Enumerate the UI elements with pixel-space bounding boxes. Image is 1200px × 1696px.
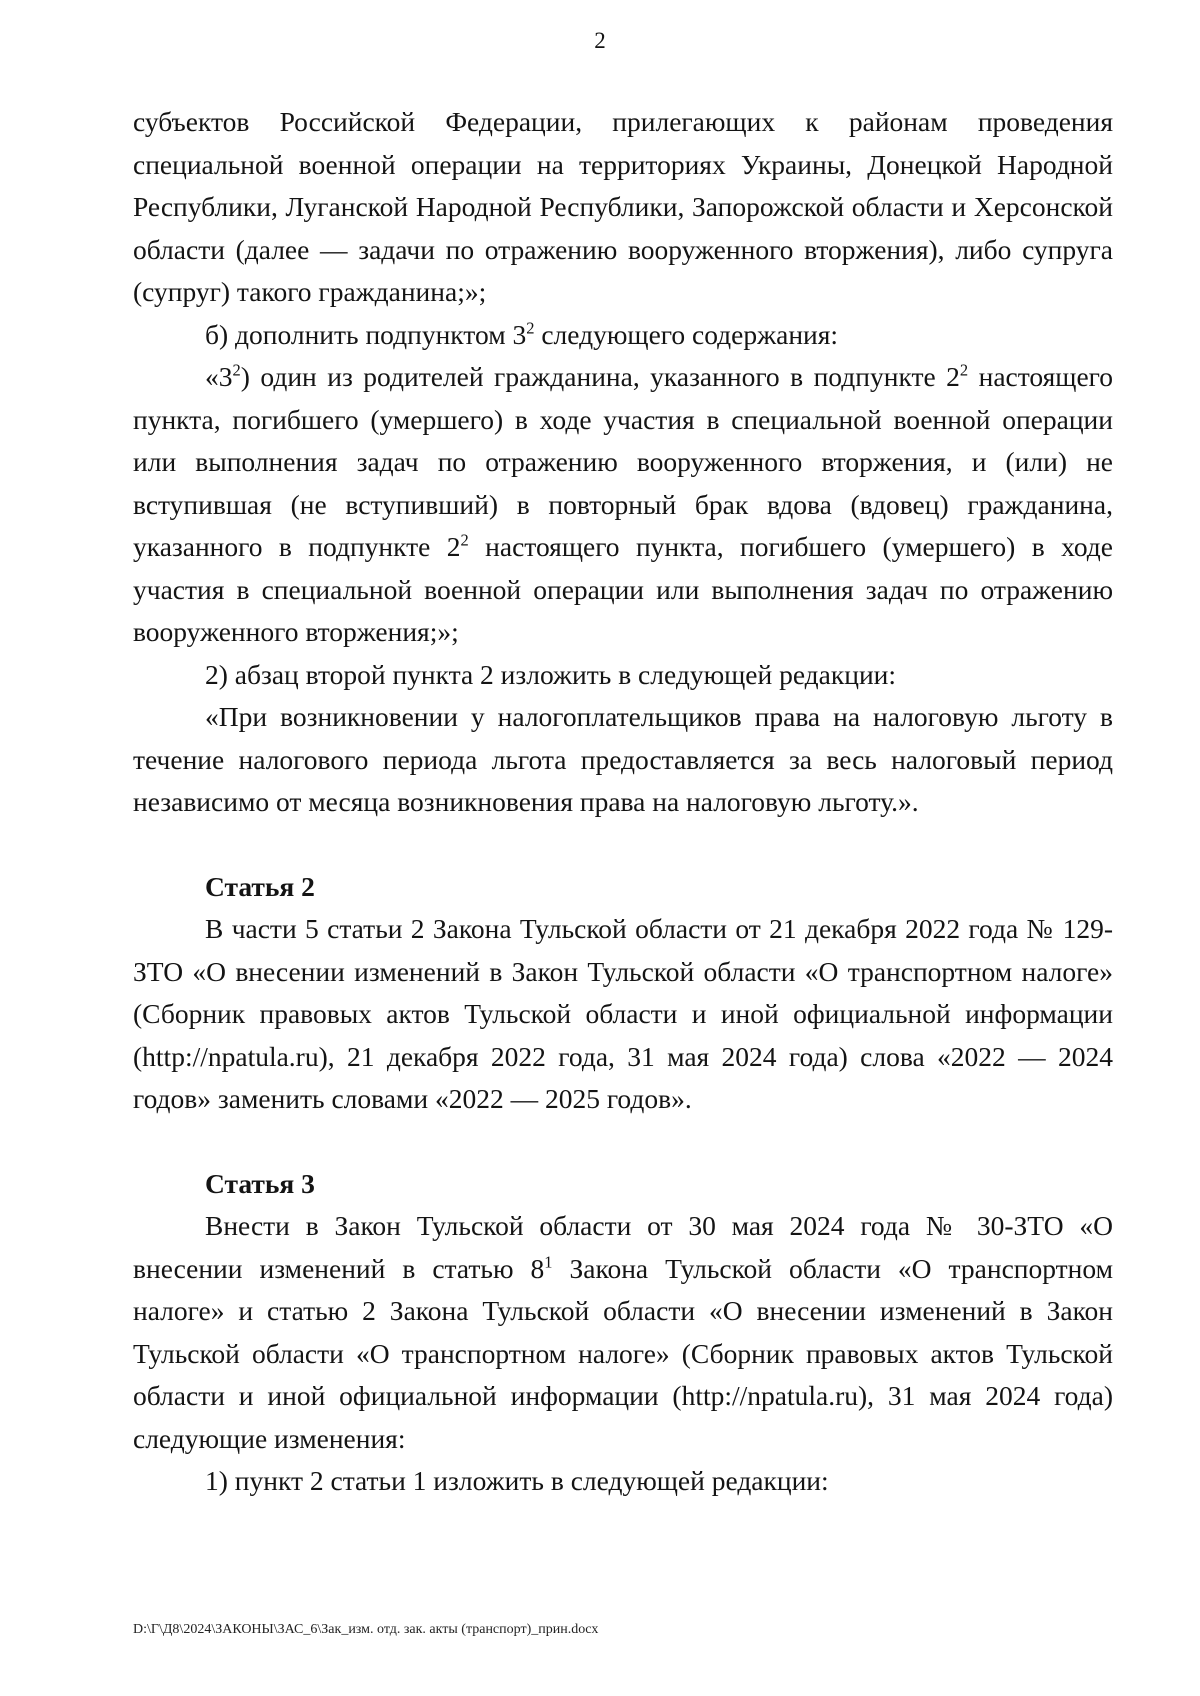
text-run: ) один из родителей гражданина, указанного в подпункте 2 <box>240 361 960 392</box>
paragraph-item-2: 2) абзац второй пункта 2 изложить в следующей редакции: <box>205 658 897 690</box>
superscript: 2 <box>232 360 241 380</box>
article-3-text <box>133 1205 1113 1460</box>
article-3-heading: Статья 3 <box>205 1167 315 1199</box>
superscript: 1 <box>544 1251 553 1271</box>
superscript: 2 <box>460 530 469 550</box>
article-2-text: В части 5 статьи 2 Закона Тульской области от 21 декабря 2022 года № 129-ЗТО «О внесении изменений в Закон Тульской области «О транспортном налоге» (Сборник правовых актов Тульской области и иной официальной информации (http://npatula.ru), 21 декабря 2022 года, 31 мая 2024 года) слова «2022 — 2024 годов» заменить словами «2022 — 2025 годов». <box>133 913 1113 1114</box>
text-run: Внести в Закон Тульской области от 30 мая 2024 года № 30-ЗТО «О внесении изменений в статью 8 <box>133 1210 1113 1284</box>
text-run: б) дополнить подпунктом 3 <box>205 318 527 350</box>
article-3-item-1: 1) пункт 2 статьи 1 изложить в следующей редакции: <box>205 1465 829 1496</box>
footer-file-path: D:\Г\Д8\2024\ЗАКОНЫ\ЗАС_6\Зак_изм. отд. зак. акты (транспорт)_прин.docx <box>133 1622 599 1637</box>
text-run: Закона Тульской области «О транспортном налоге» и статью 2 Закона Тульской области «О внесении изменений в Закон Тульской области «О транспортном налоге» (Сборник правовых актов Тульской области и иной официальной информации (http://npatula.ru), 31 мая 2024 года) следующие изменения: <box>133 1252 1113 1454</box>
paragraph-quote: «При возникновении у налогоплательщиков права на налоговую льготу в течение налогового периода льгота предоставляется за весь налоговый период независимо от месяца возникновения права на налоговую льготу.». <box>133 701 1113 817</box>
paragraph-continuation: субъектов Российской Федерации, прилегающих к районам проведения специальной военной операции на территориях Украины, Донецкой Народной Республики, Луганской Народной Республики, Запорожской области и Херсонской области (далее — задачи по отражению вооруженного вторжения), либо супруга (супруг) такого гражданина;»; <box>133 106 1113 307</box>
document-body <box>133 101 1113 1503</box>
paragraph-subitem-3-2 <box>133 356 1113 654</box>
page-number: 2 <box>594 28 606 53</box>
article-2-heading: Статья 2 <box>205 870 315 902</box>
superscript: 2 <box>526 317 535 337</box>
text-run: настоящего пункта, погибшего (умершего) в ходе участия в специальной военной операции или выполнения задач по отражению вооруженного вторжения, и (или) не вступившая (не вступивший) в повторный брак вдова (вдовец) гражданина, указанного в подпункте 2 <box>133 361 1113 562</box>
text-run: «3 <box>205 361 233 392</box>
paragraph-subitem-b <box>133 314 1113 357</box>
text-run: следующего содержания: <box>534 318 839 350</box>
text-run: настоящего пункта, погибшего (умершего) в ходе участия в специальной военной операции или выполнения задач по отражению вооруженного вторжения;»; <box>133 531 1113 647</box>
superscript: 2 <box>959 360 969 380</box>
